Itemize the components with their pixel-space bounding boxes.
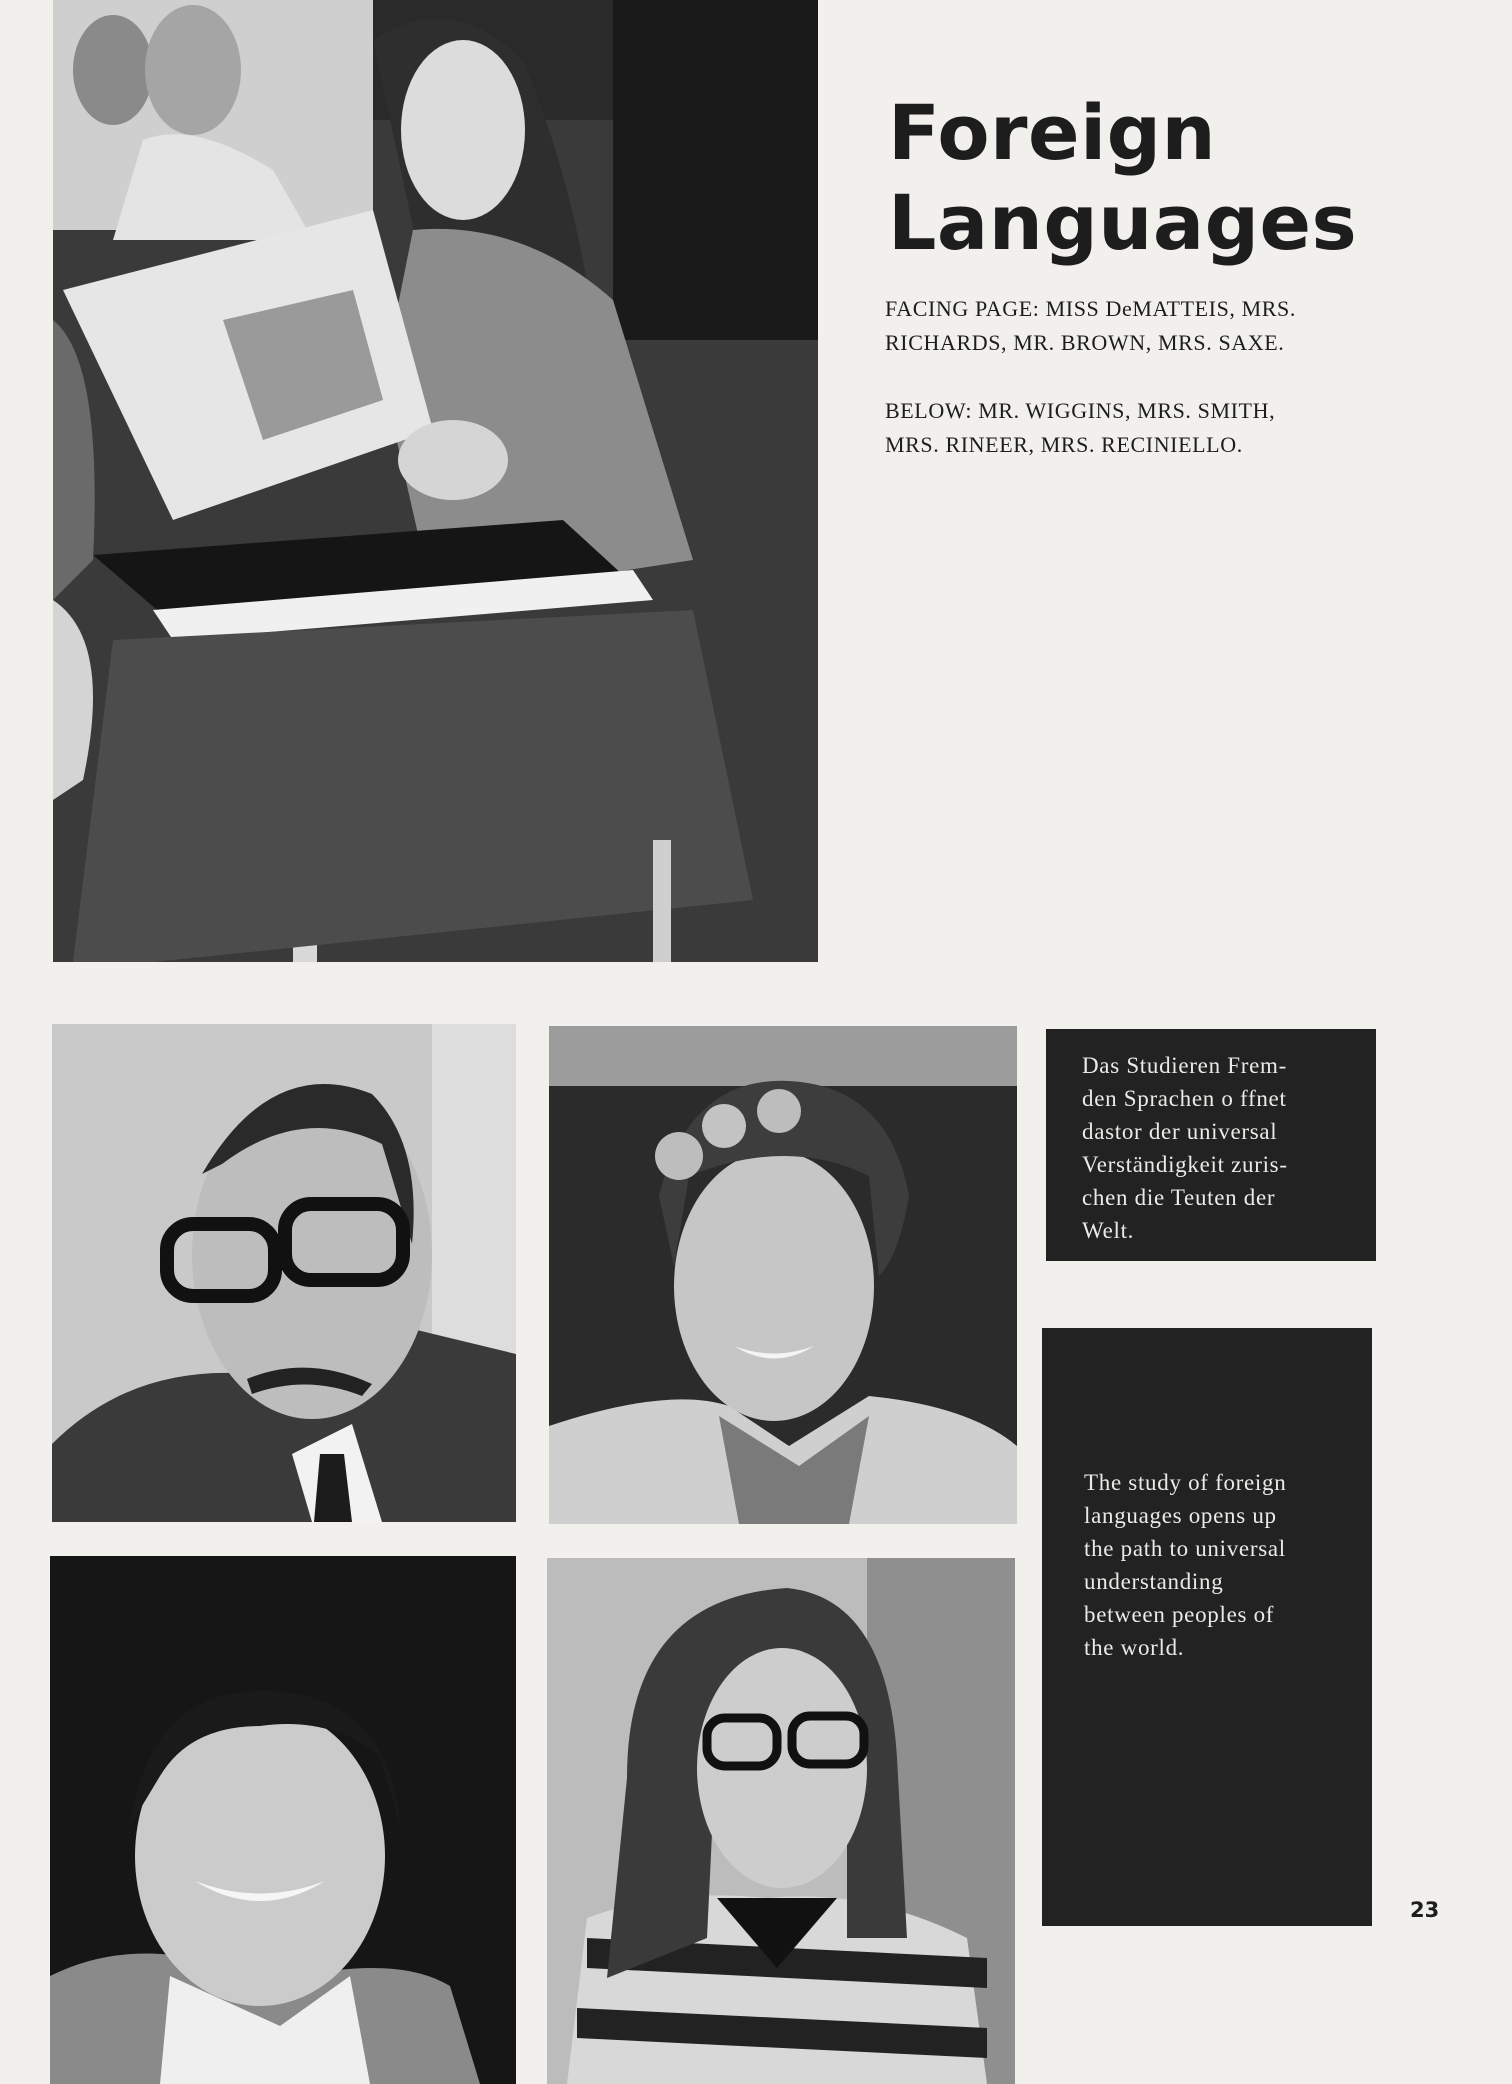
classroom-photo <box>53 0 818 962</box>
below-caption <box>885 394 1425 462</box>
english-text-box <box>1042 1328 1372 1926</box>
page-title <box>888 88 1448 268</box>
facing-caption-line-1: FACING PAGE: MISS DeMATTEIS, MRS. <box>885 296 1296 321</box>
english-line-6: the world. <box>1084 1635 1185 1660</box>
page-number: 23 <box>1410 1898 1440 1922</box>
facing-caption-line-2: RICHARDS, MR. BROWN, MRS. SAXE. <box>885 330 1285 355</box>
german-line-3: dastor der universal <box>1082 1119 1278 1144</box>
german-line-1: Das Studieren Frem- <box>1082 1053 1287 1078</box>
german-text-box <box>1046 1029 1376 1261</box>
english-line-4: understanding <box>1084 1569 1224 1594</box>
german-line-2: den Sprachen o ffnet <box>1082 1086 1287 1111</box>
english-line-1: The study of foreign <box>1084 1470 1287 1495</box>
below-caption-line-1: BELOW: MR. WIGGINS, MRS. SMITH, <box>885 398 1276 423</box>
portrait-woman-glasses <box>547 1558 1015 2084</box>
english-line-5: between peoples of <box>1084 1602 1275 1627</box>
german-line-5: chen die Teuten der <box>1082 1185 1276 1210</box>
english-line-2: languages opens up <box>1084 1503 1277 1528</box>
portrait-man-glasses <box>52 1024 516 1522</box>
english-line-3: the path to universal <box>1084 1536 1286 1561</box>
below-caption-line-2: MRS. RINEER, MRS. RECINIELLO. <box>885 432 1243 457</box>
portrait-woman-dark-hair <box>50 1556 516 2084</box>
portrait-woman-curly-hair <box>549 1026 1017 1524</box>
german-line-6: Welt. <box>1082 1218 1135 1243</box>
title-line-1: Foreign <box>888 88 1217 177</box>
title-line-2: Languages <box>888 178 1358 267</box>
facing-page-caption <box>885 292 1425 360</box>
german-line-4: Verständigkeit zuris- <box>1082 1152 1288 1177</box>
